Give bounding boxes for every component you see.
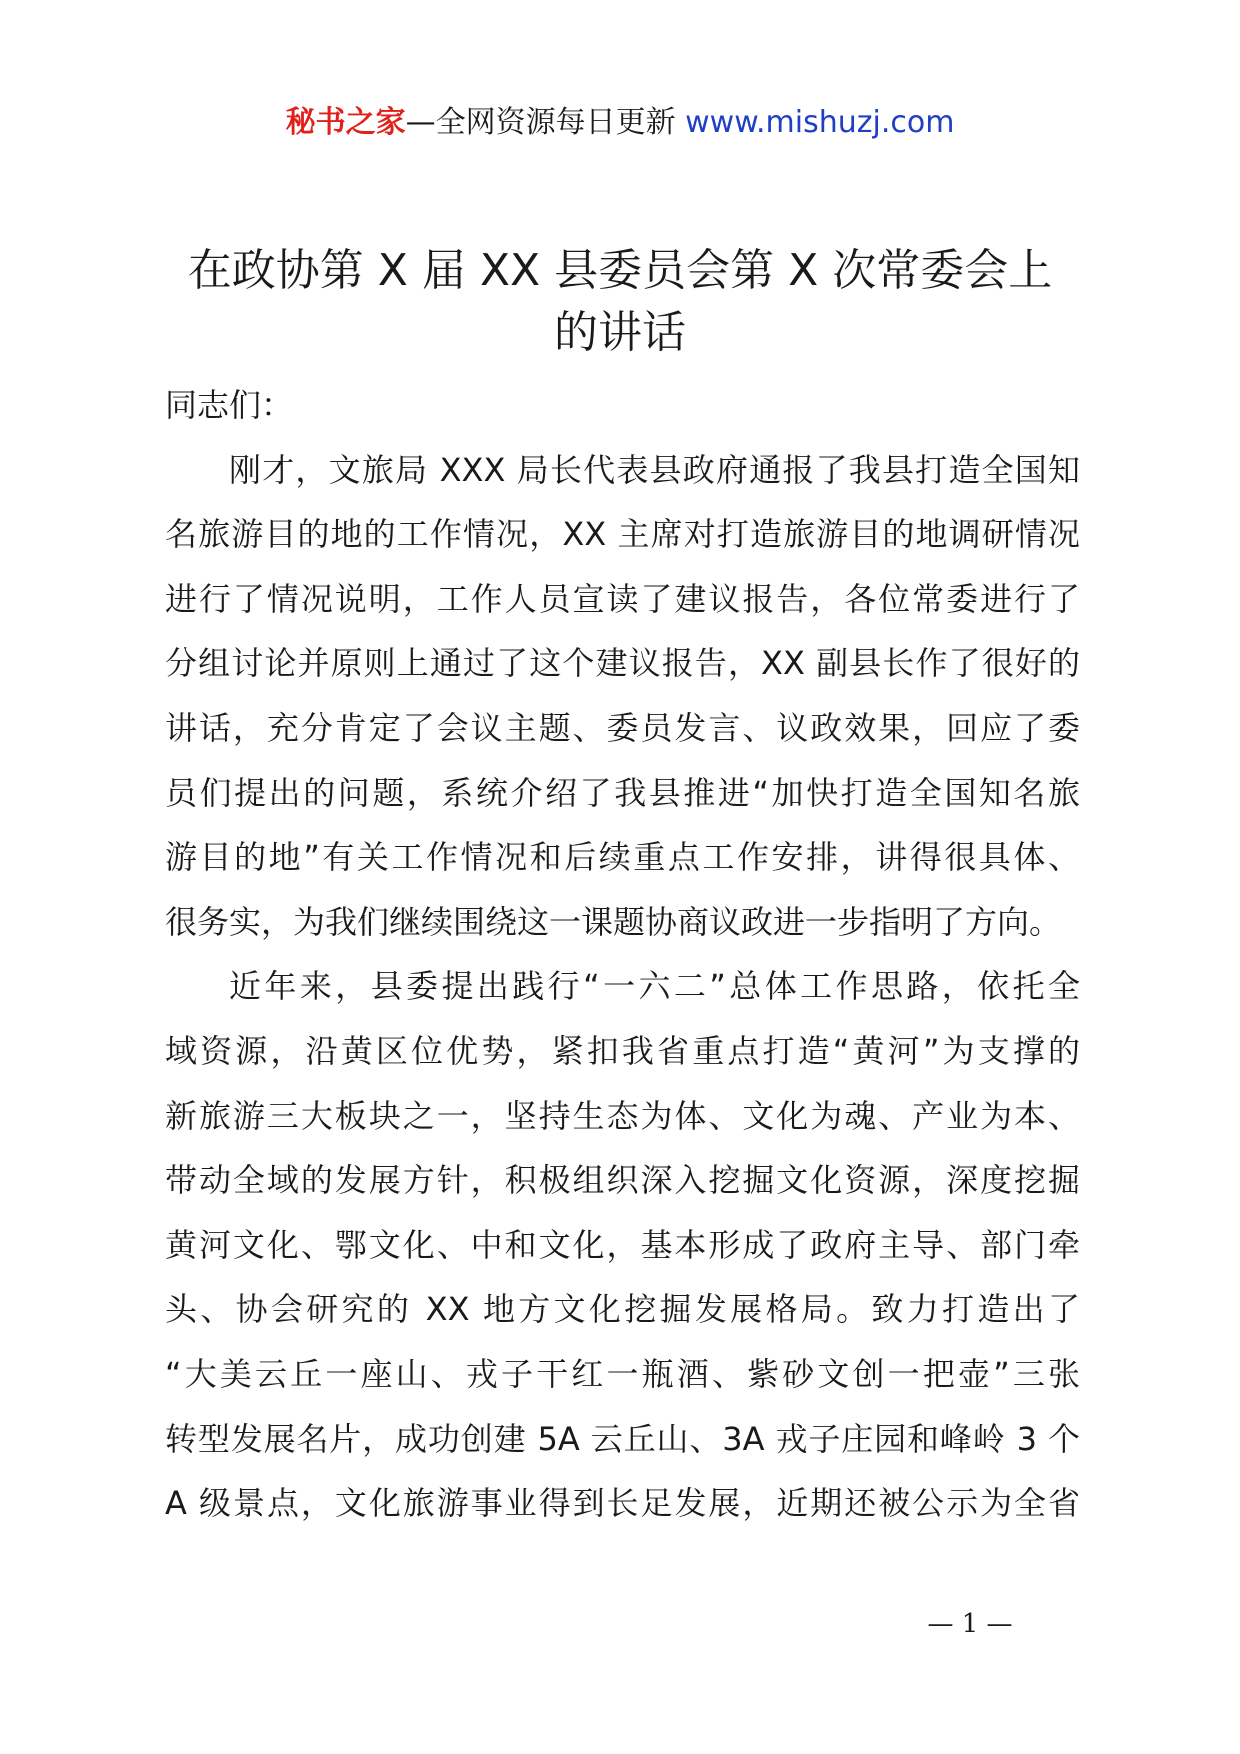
banner-tagline: —全网资源每日更新 (405, 105, 676, 140)
paragraph-line: 新旅游三大板块之一，坚持生态为体、文化为魂、产业为本、 (165, 1096, 1080, 1135)
title-line: 在政协第 X 届 XX 县委员会第 X 次常委会上 (187, 245, 1053, 296)
document-title (150, 240, 1090, 364)
paragraph-line: “大美云丘一座山、戎子干红一瓶酒、紫砂文创一把壶”三张 (165, 1354, 1080, 1393)
paragraph-line: 游目的地”有关工作情况和后续重点工作安排，讲得很具体、 (165, 838, 1080, 877)
paragraph-line: A 级景点，文化旅游事业得到长足发展，近期还被公示为全省 (165, 1484, 1080, 1523)
paragraph-line: 分组讨论并原则上通过了这个建议报告，XX 副县长作了很好的 (165, 644, 1080, 683)
document-body (165, 373, 1080, 1536)
paragraph-line: 刚才，文旅局 XXX 局长代表县政府通报了我县打造全国知 (229, 450, 1080, 489)
paragraph-line: 黄河文化、鄂文化、中和文化，基本形成了政府主导、部门牵 (165, 1225, 1080, 1264)
paragraph-line: 名旅游目的地的工作情况，XX 主席对打造旅游目的地调研情况 (165, 515, 1080, 554)
site-banner (0, 100, 1240, 146)
paragraph-line: 很务实，为我们继续围绕这一课题协商议政进一步指明了方向。 (165, 902, 1062, 941)
paragraph-line: 近年来，县委提出践行“一六二”总体工作思路，依托全 (229, 967, 1080, 1006)
paragraph-line: 带动全域的发展方针，积极组织深入挖掘文化资源，深度挖掘 (165, 1161, 1080, 1200)
salutation: 同志们： (165, 386, 294, 424)
paragraph-line: 头、协会研究的 XX 地方文化挖掘发展格局。致力打造出了 (165, 1290, 1080, 1329)
paragraph-line: 域资源，沿黄区位优势，紧扣我省重点打造“黄河”为支撑的 (165, 1031, 1080, 1070)
site-url-link[interactable]: www.mishuzj.com (685, 105, 955, 140)
page-number: — 1 — (927, 1609, 1013, 1639)
paragraph-line: 转型发展名片，成功创建 5A 云丘山、3A 戎子庄园和峰岭 3 个 (165, 1419, 1080, 1458)
paragraph-line: 员们提出的问题，系统介绍了我县推进“加快打造全国知名旅 (165, 773, 1080, 812)
brand-name: 秘书之家 (285, 105, 406, 140)
paragraph-line: 讲话，充分肯定了会议主题、委员发言、议政效果，回应了委 (165, 708, 1080, 747)
title-line: 的讲话 (554, 307, 686, 358)
paragraph-line: 进行了情况说明，工作人员宣读了建议报告，各位常委进行了 (165, 579, 1080, 618)
